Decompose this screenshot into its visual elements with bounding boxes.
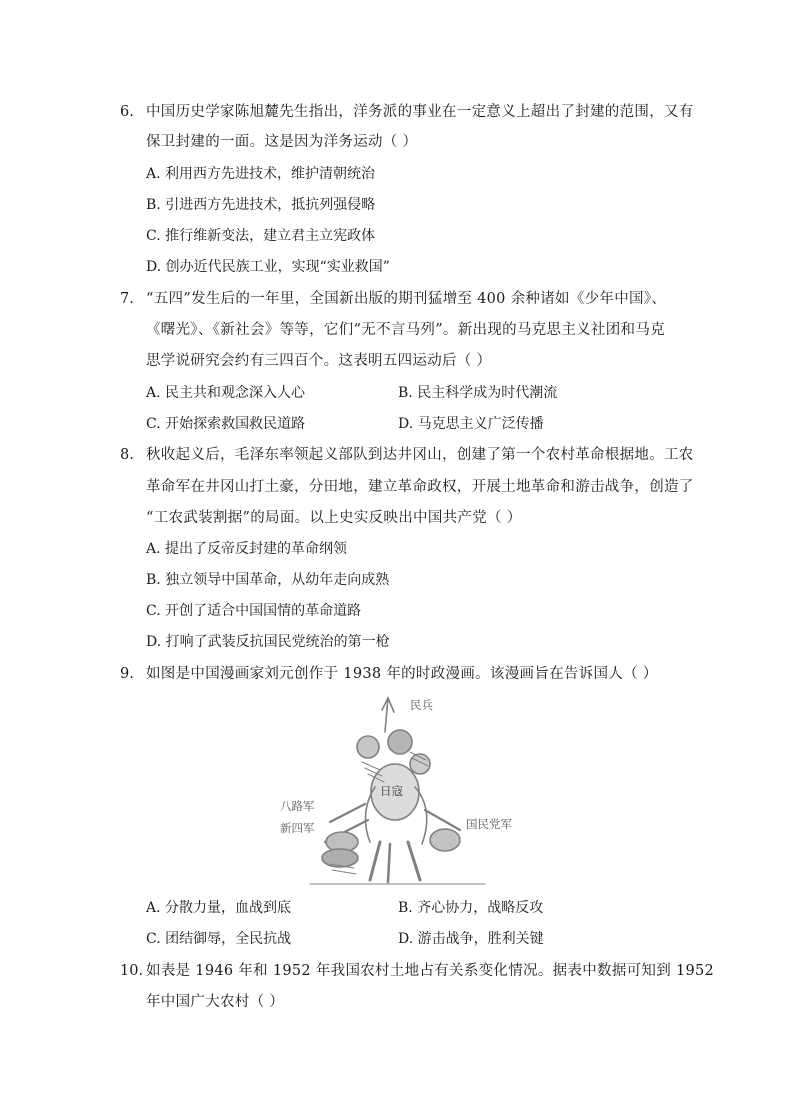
question-text-line: 保卫封建的一面。这是因为洋务运动（ ）: [146, 134, 418, 150]
question-number: 8.: [120, 447, 134, 463]
question-text-line: “五四”发生后的一年里，全国新出版的期刊猛增至 400 余种诸如《少年中国》、: [146, 291, 667, 307]
option-c[interactable]: C. 推行维新变法，建立君主立宪政体: [146, 228, 376, 244]
political-cartoon: [270, 692, 520, 892]
option-b[interactable]: B. 独立领导中国革命，从幼年走向成熟: [146, 572, 390, 588]
option-d[interactable]: D. 马克思主义广泛传播: [398, 416, 544, 432]
question-text-line: 如表是 1946 年和 1952 年我国农村土地占有关系变化情况。据表中数据可知到 1952: [146, 963, 715, 979]
option-a[interactable]: A. 利用西方先进技术，维护清朝统治: [146, 166, 376, 182]
option-d[interactable]: D. 打响了武装反抗国民党统治的第一枪: [146, 634, 390, 650]
option-b[interactable]: B. 齐心协力，战略反攻: [398, 900, 544, 916]
question-text-line: 革命军在井冈山打土豪，分田地，建立革命政权，开展土地革命和游击战争，创造了: [146, 479, 694, 495]
question-text-line: 年中国广大农村（ ）: [146, 994, 285, 1010]
option-a[interactable]: A. 提出了反帝反封建的革命纲领: [146, 541, 348, 557]
cartoon-label-left-bottom: 新四军: [280, 821, 315, 835]
question-number: 6.: [120, 104, 134, 120]
option-a[interactable]: A. 民主共和观念深入人心: [146, 385, 306, 401]
question-text-line: 如图是中国漫画家刘元创作于 1938 年的时政漫画。该漫画旨在告诉国人（ ）: [146, 666, 658, 682]
question-number: 10.: [120, 963, 144, 979]
cartoon-label-left-top: 八路军: [280, 799, 315, 813]
question-text-line: 思学说研究会约有三四百个。这表明五四运动后（ ）: [146, 353, 492, 369]
question-text-line: 中国历史学家陈旭麓先生指出，洋务派的事业在一定意义上超出了封建的范围，又有: [146, 104, 694, 120]
option-d[interactable]: D. 游击战争，胜利关键: [398, 931, 544, 947]
cartoon-label-right: 国民党军: [466, 817, 512, 831]
question-number: 7.: [120, 291, 134, 307]
question-text-line: 《曙光》、《新社会》等等，它们“无不言马列”。新出现的马克思主义社团和马克: [146, 322, 665, 338]
cartoon-label-top: 民兵: [410, 698, 433, 712]
option-c[interactable]: C. 开始探索救国救民道路: [146, 416, 306, 432]
question-text-line: “工农武装割据”的局面。以上史实反映出中国共产党（ ）: [146, 510, 522, 526]
option-b[interactable]: B. 民主科学成为时代潮流: [398, 385, 558, 401]
question-text-line: 秋收起义后，毛泽东率领起义部队到达井冈山，创建了第一个农村革命根据地。工农: [146, 447, 694, 463]
option-d[interactable]: D. 创办近代民族工业，实现“实业救国”: [146, 259, 390, 275]
option-c[interactable]: C. 团结御辱，全民抗战: [146, 931, 292, 947]
option-c[interactable]: C. 开创了适合中国国情的革命道路: [146, 603, 362, 619]
cartoon-label-center: 日寇: [380, 784, 403, 798]
option-a[interactable]: A. 分散力量，血战到底: [146, 900, 292, 916]
option-b[interactable]: B. 引进西方先进技术，抵抗列强侵略: [146, 197, 376, 213]
question-number: 9.: [120, 666, 134, 682]
